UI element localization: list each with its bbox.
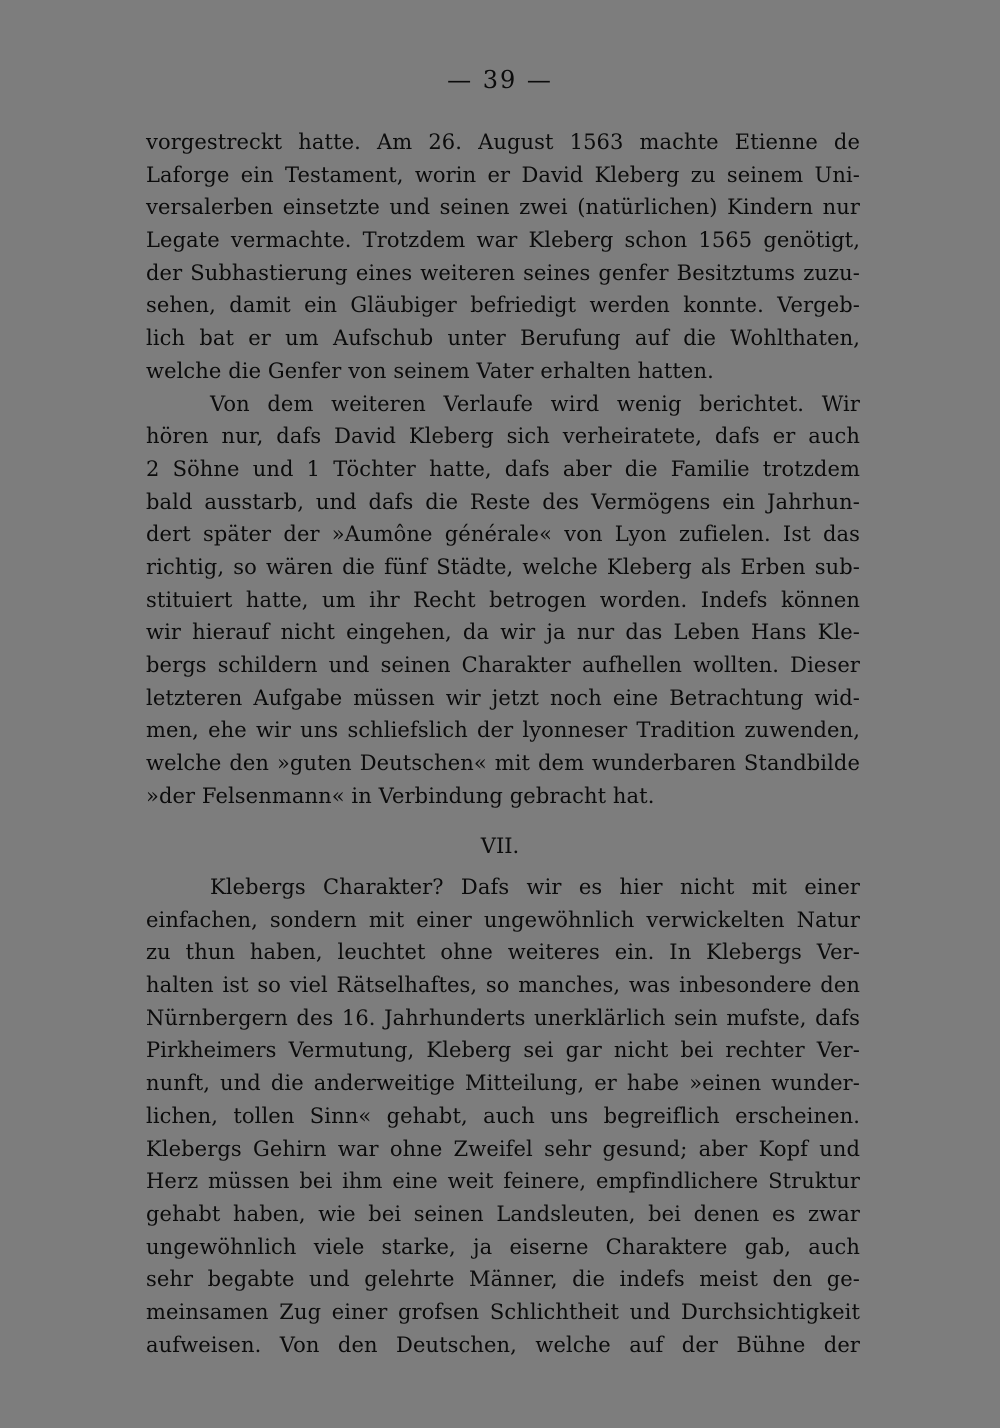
text-line: nunft, und die anderweitige Mitteilung, er habe »einen wunder-	[146, 1071, 860, 1096]
section-heading: VII.	[480, 834, 520, 858]
text-line: Klebergs Gehirn war ohne Zweifel sehr gesund; aber Kopf und	[146, 1136, 860, 1161]
text-line: meinsamen Zug einer grofsen Schlichtheit und Durchsichtigkeit	[146, 1299, 860, 1324]
text-line: bald ausstarb, und dafs die Reste des Vermögens ein Jahrhun-	[146, 489, 860, 514]
text-line: richtig, so wären die fünf Städte, welche Kleberg als Erben sub-	[146, 554, 860, 579]
text-line: ungewöhnlich viele starke, ja eiserne Charaktere gab, auch	[146, 1234, 860, 1259]
text-line: hören nur, dafs David Kleberg sich verheiratete, dafs er auch	[146, 424, 860, 449]
text-line: wir hierauf nicht eingehen, da wir ja nur das Leben Hans Kle-	[146, 620, 860, 645]
text-line: 2 Söhne und 1 Töchter hatte, dafs aber die Familie trotzdem	[146, 456, 860, 481]
text-line: Laforge ein Testament, worin er David Kleberg zu seinem Uni-	[146, 162, 860, 187]
text-line: Herz müssen bei ihm eine weit feinere, empfindlichere Struktur	[146, 1169, 860, 1194]
text-line: Pirkheimers Vermutung, Kleberg sei gar nicht bei rechter Ver-	[146, 1038, 860, 1063]
text-block-bottom	[146, 871, 860, 1361]
text-line: sehr begabte und gelehrte Männer, die indefs meist den ge-	[146, 1267, 860, 1292]
text-line: welche die Genfer von seinem Vater erhalten hatten.	[146, 358, 714, 383]
text-line: aufweisen. Von den Deutschen, welche auf der Bühne der	[146, 1332, 860, 1357]
text-line: »der Felsenmann« in Verbindung gebracht hat.	[146, 783, 655, 808]
text-line: men, ehe wir uns schliefslich der lyonneser Tradition zuwenden,	[146, 718, 860, 743]
text-line: Nürnbergern des 16. Jahrhunderts unerklärlich sein mufste, dafs	[146, 1005, 860, 1030]
text-line: halten ist so viel Rätselhaftes, so manches, was inbesondere den	[146, 973, 860, 998]
text-line: Von dem weiteren Verlaufe wird wenig berichtet. Wir	[210, 391, 860, 416]
text-line: gehabt haben, wie bei seinen Landsleuten, bei denen es zwar	[146, 1201, 860, 1226]
paragraph	[146, 871, 860, 1361]
text-line: bergs schildern und seinen Charakter aufhellen wollten. Dieser	[146, 653, 860, 677]
text-line: letzteren Aufgabe müssen wir jetzt noch eine Betrachtung wid-	[146, 685, 860, 710]
text-line: versalerben einsetzte und seinen zwei (natürlichen) Kindern nur	[146, 195, 860, 220]
paragraph	[146, 388, 860, 813]
text-line: dert später der »Aumône générale« von Lyon zufielen. Ist das	[146, 522, 860, 547]
text-line: lich bat er um Aufschub unter Berufung auf die Wohlthaten,	[146, 326, 860, 351]
text-line: vorgestreckt hatte. Am 26. August 1563 machte Etienne de	[146, 130, 860, 154]
text-line: Legate vermachte. Trotzdem war Kleberg schon 1565 genötigt,	[146, 228, 860, 253]
text-line: stituiert hatte, um ihr Recht betrogen worden. Indefs können	[146, 587, 860, 612]
text-line: einfachen, sondern mit einer ungewöhnlich verwickelten Natur	[146, 907, 860, 932]
paragraph	[146, 126, 860, 388]
text-line: zu thun haben, leuchtet ohne weiteres ein. In Klebergs Ver-	[146, 940, 860, 965]
page-number: — 39 —	[447, 66, 553, 94]
text-line: sehen, damit ein Gläubiger befriedigt werden konnte. Vergeb-	[146, 293, 860, 318]
text-line: welche den »guten Deutschen« mit dem wunderbaren Standbilde	[146, 751, 860, 776]
text-block-top	[146, 126, 860, 812]
text-line: Klebergs Charakter? Dafs wir es hier nicht mit einer	[210, 875, 860, 899]
text-line: der Subhastierung eines weiteren seines genfer Besitztums zuzu-	[146, 260, 860, 285]
text-line: lichen, tollen Sinn« gehabt, auch uns begreiflich erscheinen.	[146, 1103, 860, 1128]
